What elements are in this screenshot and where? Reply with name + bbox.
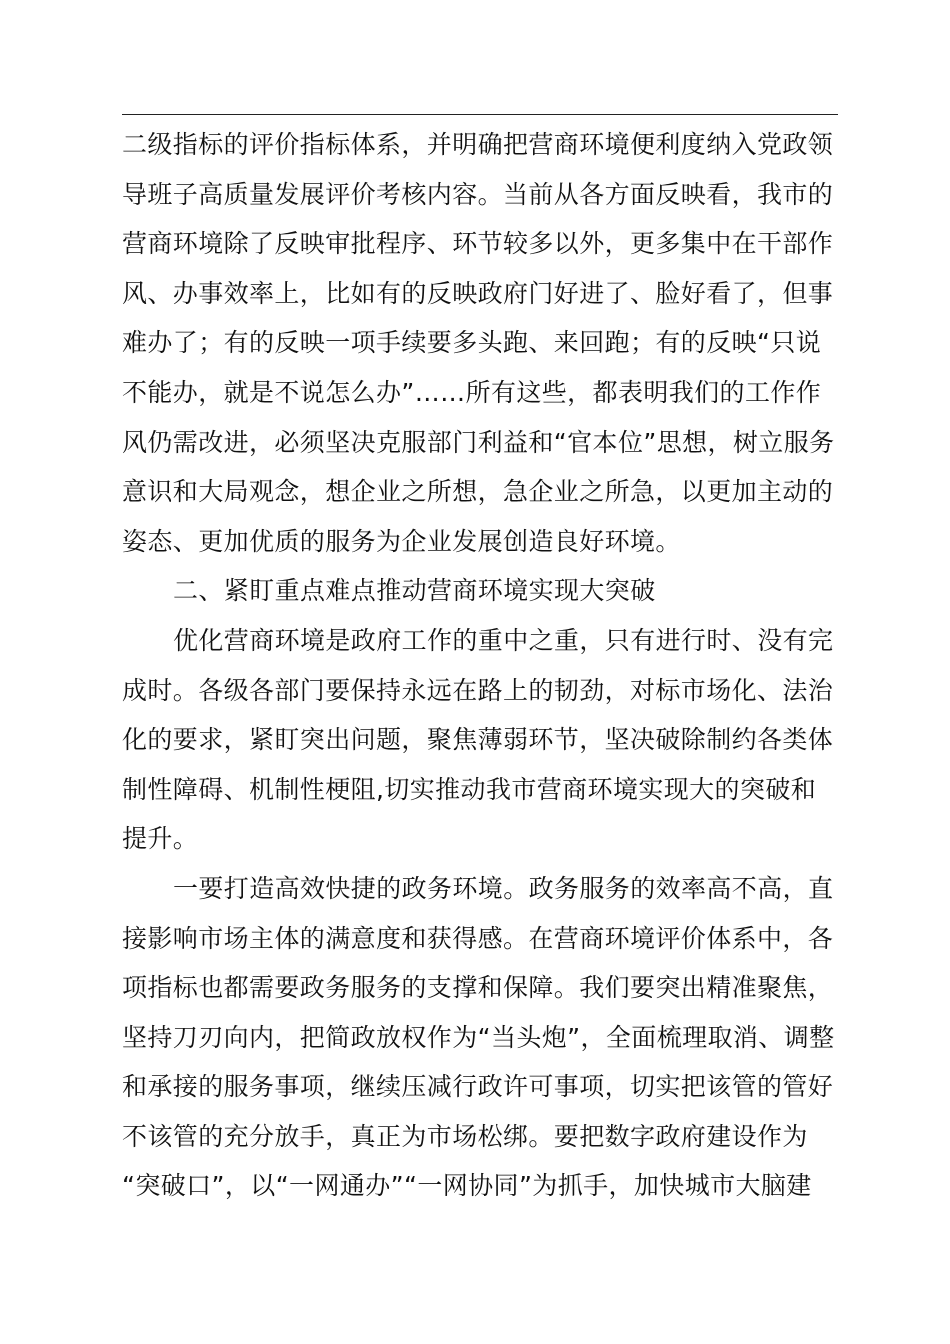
text-line: 制性障碍、机制性梗阻,切实推动我市营商环境实现大的突破和 <box>122 774 817 804</box>
text-line: 优化营商环境是政府工作的重中之重，只有进行时、没有完 <box>173 625 834 655</box>
text-line: 营商环境除了反映审批程序、环节较多以外，更多集中在干部作 <box>122 229 834 259</box>
text-line: 提升。 <box>122 824 199 854</box>
text-line: 接影响市场主体的满意度和获得感。在营商环境评价体系中，各 <box>122 923 834 953</box>
text-line: 成时。各级各部门要保持永远在路上的韧劲，对标市场化、法治 <box>122 675 834 705</box>
text-line: 化的要求，紧盯突出问题，聚焦薄弱环节，坚决破除制约各类体 <box>122 725 834 755</box>
text-line: 难办了；有的反映一项手续要多头跑、来回跑；有的反映“只说 <box>122 328 822 358</box>
text-line: 姿态、更加优质的服务为企业发展创造良好环境。 <box>122 526 681 556</box>
text-line: 项指标也都需要政务服务的支撑和保障。我们要突出精准聚焦， <box>122 973 834 1003</box>
text-line: 坚持刀刃向内，把简政放权作为“当头炮”，全面梳理取消、调整 <box>122 1022 835 1052</box>
text-line: 导班子高质量发展评价考核内容。当前从各方面反映看，我市的 <box>122 179 834 209</box>
header-rule <box>122 114 838 115</box>
text-line: 一要打造高效快捷的政务环境。政务服务的效率高不高，直 <box>173 873 834 903</box>
text-line: 不能办，就是不说怎么办”……所有这些，都表明我们的工作作 <box>122 377 822 407</box>
text-line: “突破口”，以“一网通办”“一网协同”为抓手，加快城市大脑建 <box>122 1171 812 1201</box>
text-line: 二、紧盯重点难点推动营商环境实现大突破 <box>173 576 656 606</box>
text-line: 二级指标的评价指标体系，并明确把营商环境便利度纳入党政领 <box>122 130 834 159</box>
text-line: 意识和大局观念，想企业之所想，急企业之所急，以更加主动的 <box>122 477 834 507</box>
text-line: 不该管的充分放手，真正为市场松绑。要把数字政府建设作为 <box>122 1121 808 1151</box>
text-line: 风、办事效率上，比如有的反映政府门好进了、脸好看了，但事 <box>122 278 834 308</box>
body-text <box>122 120 838 1211</box>
text-line: 风仍需改进，必须坚决克服部门利益和“官本位”思想，树立服务 <box>122 427 835 457</box>
text-line: 和承接的服务事项，继续压减行政许可事项，切实把该管的管好 <box>122 1072 834 1102</box>
